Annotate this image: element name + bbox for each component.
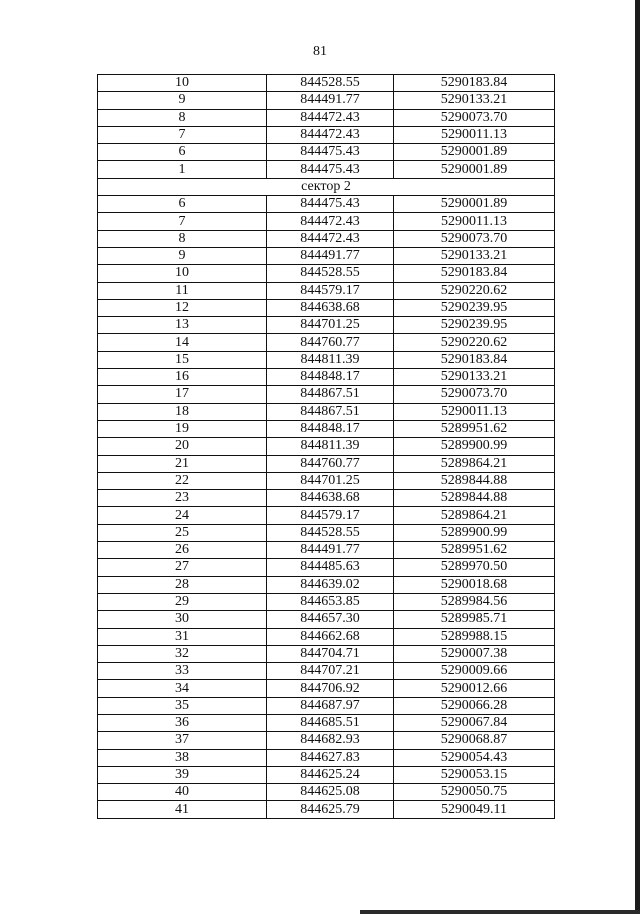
x-coordinate-cell: 844811.39 xyxy=(267,351,394,368)
y-coordinate-cell: 5290067.84 xyxy=(394,714,555,731)
x-coordinate-cell: 844657.30 xyxy=(267,611,394,628)
y-coordinate-cell: 5289844.88 xyxy=(394,472,555,489)
table-row xyxy=(98,593,555,610)
x-coordinate-cell: 844485.63 xyxy=(267,559,394,576)
table-row xyxy=(98,697,555,714)
x-coordinate-cell: 844760.77 xyxy=(267,334,394,351)
point-number-cell: 39 xyxy=(98,766,267,783)
point-number-cell: 6 xyxy=(98,144,267,161)
table-row xyxy=(98,645,555,662)
y-coordinate-cell: 5289864.21 xyxy=(394,455,555,472)
point-number-cell: 18 xyxy=(98,403,267,420)
table-row xyxy=(98,369,555,386)
x-coordinate-cell: 844638.68 xyxy=(267,299,394,316)
table-row xyxy=(98,92,555,109)
point-number-cell: 9 xyxy=(98,92,267,109)
y-coordinate-cell: 5290073.70 xyxy=(394,109,555,126)
scan-edge-bottom xyxy=(360,910,640,914)
x-coordinate-cell: 844639.02 xyxy=(267,576,394,593)
y-coordinate-cell: 5289984.56 xyxy=(394,593,555,610)
point-number-cell: 10 xyxy=(98,265,267,282)
y-coordinate-cell: 5290066.28 xyxy=(394,697,555,714)
point-number-cell: 20 xyxy=(98,438,267,455)
table-row xyxy=(98,663,555,680)
table-row xyxy=(98,109,555,126)
y-coordinate-cell: 5290220.62 xyxy=(394,282,555,299)
point-number-cell: 33 xyxy=(98,663,267,680)
table-row xyxy=(98,161,555,178)
x-coordinate-cell: 844706.92 xyxy=(267,680,394,697)
point-number-cell: 41 xyxy=(98,801,267,818)
x-coordinate-cell: 844682.93 xyxy=(267,732,394,749)
point-number-cell: 34 xyxy=(98,680,267,697)
y-coordinate-cell: 5290183.84 xyxy=(394,265,555,282)
x-coordinate-cell: 844653.85 xyxy=(267,593,394,610)
point-number-cell: 36 xyxy=(98,714,267,731)
y-coordinate-cell: 5290007.38 xyxy=(394,645,555,662)
y-coordinate-cell: 5290068.87 xyxy=(394,732,555,749)
y-coordinate-cell: 5290133.21 xyxy=(394,247,555,264)
x-coordinate-cell: 844579.17 xyxy=(267,507,394,524)
table-row xyxy=(98,524,555,541)
x-coordinate-cell: 844707.21 xyxy=(267,663,394,680)
point-number-cell: 23 xyxy=(98,490,267,507)
y-coordinate-cell: 5290009.66 xyxy=(394,663,555,680)
y-coordinate-cell: 5290053.15 xyxy=(394,766,555,783)
point-number-cell: 11 xyxy=(98,282,267,299)
table-row xyxy=(98,75,555,92)
table-row xyxy=(98,714,555,731)
point-number-cell: 25 xyxy=(98,524,267,541)
point-number-cell: 19 xyxy=(98,420,267,437)
table-row xyxy=(98,490,555,507)
table-row xyxy=(98,144,555,161)
point-number-cell: 38 xyxy=(98,749,267,766)
table-row xyxy=(98,317,555,334)
table-row xyxy=(98,559,555,576)
table-row xyxy=(98,351,555,368)
y-coordinate-cell: 5290011.13 xyxy=(394,403,555,420)
page-number: 81 xyxy=(313,44,327,59)
point-number-cell: 7 xyxy=(98,126,267,143)
x-coordinate-cell: 844528.55 xyxy=(267,75,394,92)
table-row xyxy=(98,732,555,749)
table-row xyxy=(98,213,555,230)
y-coordinate-cell: 5290239.95 xyxy=(394,317,555,334)
y-coordinate-cell: 5290183.84 xyxy=(394,351,555,368)
table-row xyxy=(98,576,555,593)
point-number-cell: 31 xyxy=(98,628,267,645)
point-number-cell: 26 xyxy=(98,542,267,559)
x-coordinate-cell: 844848.17 xyxy=(267,420,394,437)
y-coordinate-cell: 5290011.13 xyxy=(394,213,555,230)
table-row xyxy=(98,299,555,316)
point-number-cell: 8 xyxy=(98,109,267,126)
table-row xyxy=(98,403,555,420)
y-coordinate-cell: 5290054.43 xyxy=(394,749,555,766)
y-coordinate-cell: 5290073.70 xyxy=(394,230,555,247)
x-coordinate-cell: 844867.51 xyxy=(267,403,394,420)
y-coordinate-cell: 5289900.99 xyxy=(394,524,555,541)
x-coordinate-cell: 844848.17 xyxy=(267,369,394,386)
y-coordinate-cell: 5290001.89 xyxy=(394,144,555,161)
y-coordinate-cell: 5290239.95 xyxy=(394,299,555,316)
table-row xyxy=(98,230,555,247)
y-coordinate-cell: 5290011.13 xyxy=(394,126,555,143)
table-row xyxy=(98,542,555,559)
x-coordinate-cell: 844867.51 xyxy=(267,386,394,403)
y-coordinate-cell: 5289988.15 xyxy=(394,628,555,645)
table-row xyxy=(98,766,555,783)
x-coordinate-cell: 844491.77 xyxy=(267,247,394,264)
y-coordinate-cell: 5289951.62 xyxy=(394,542,555,559)
y-coordinate-cell: 5289864.21 xyxy=(394,507,555,524)
table-row xyxy=(98,282,555,299)
y-coordinate-cell: 5289985.71 xyxy=(394,611,555,628)
table-row xyxy=(98,420,555,437)
y-coordinate-cell: 5289970.50 xyxy=(394,559,555,576)
point-number-cell: 32 xyxy=(98,645,267,662)
y-coordinate-cell: 5290001.89 xyxy=(394,196,555,213)
point-number-cell: 15 xyxy=(98,351,267,368)
point-number-cell: 17 xyxy=(98,386,267,403)
x-coordinate-cell: 844662.68 xyxy=(267,628,394,645)
table-row xyxy=(98,386,555,403)
x-coordinate-cell: 844475.43 xyxy=(267,196,394,213)
coordinates-table xyxy=(97,74,555,819)
sector-label: сектор 2 xyxy=(98,178,555,195)
point-number-cell: 37 xyxy=(98,732,267,749)
x-coordinate-cell: 844528.55 xyxy=(267,524,394,541)
y-coordinate-cell: 5289951.62 xyxy=(394,420,555,437)
x-coordinate-cell: 844701.25 xyxy=(267,472,394,489)
x-coordinate-cell: 844491.77 xyxy=(267,542,394,559)
point-number-cell: 14 xyxy=(98,334,267,351)
x-coordinate-cell: 844475.43 xyxy=(267,161,394,178)
x-coordinate-cell: 844528.55 xyxy=(267,265,394,282)
x-coordinate-cell: 844472.43 xyxy=(267,230,394,247)
table-row xyxy=(98,472,555,489)
point-number-cell: 9 xyxy=(98,247,267,264)
point-number-cell: 16 xyxy=(98,369,267,386)
y-coordinate-cell: 5290133.21 xyxy=(394,92,555,109)
x-coordinate-cell: 844638.68 xyxy=(267,490,394,507)
y-coordinate-cell: 5290220.62 xyxy=(394,334,555,351)
x-coordinate-cell: 844701.25 xyxy=(267,317,394,334)
table-row xyxy=(98,680,555,697)
table-row xyxy=(98,628,555,645)
x-coordinate-cell: 844491.77 xyxy=(267,92,394,109)
y-coordinate-cell: 5289844.88 xyxy=(394,490,555,507)
x-coordinate-cell: 844472.43 xyxy=(267,213,394,230)
point-number-cell: 30 xyxy=(98,611,267,628)
x-coordinate-cell: 844760.77 xyxy=(267,455,394,472)
y-coordinate-cell: 5290183.84 xyxy=(394,75,555,92)
scan-edge-right xyxy=(635,0,640,914)
table-row xyxy=(98,507,555,524)
table-row xyxy=(98,455,555,472)
y-coordinate-cell: 5290073.70 xyxy=(394,386,555,403)
point-number-cell: 12 xyxy=(98,299,267,316)
x-coordinate-cell: 844579.17 xyxy=(267,282,394,299)
table-row xyxy=(98,196,555,213)
point-number-cell: 35 xyxy=(98,697,267,714)
table-row xyxy=(98,801,555,818)
point-number-cell: 7 xyxy=(98,213,267,230)
table-row xyxy=(98,334,555,351)
y-coordinate-cell: 5290012.66 xyxy=(394,680,555,697)
table-row xyxy=(98,611,555,628)
table-row xyxy=(98,438,555,455)
sector-header-row xyxy=(98,178,555,195)
table-row xyxy=(98,784,555,801)
y-coordinate-cell: 5290049.11 xyxy=(394,801,555,818)
x-coordinate-cell: 844625.24 xyxy=(267,766,394,783)
x-coordinate-cell: 844472.43 xyxy=(267,109,394,126)
point-number-cell: 29 xyxy=(98,593,267,610)
point-number-cell: 22 xyxy=(98,472,267,489)
y-coordinate-cell: 5290133.21 xyxy=(394,369,555,386)
x-coordinate-cell: 844625.79 xyxy=(267,801,394,818)
point-number-cell: 27 xyxy=(98,559,267,576)
y-coordinate-cell: 5290018.68 xyxy=(394,576,555,593)
y-coordinate-cell: 5290001.89 xyxy=(394,161,555,178)
point-number-cell: 10 xyxy=(98,75,267,92)
x-coordinate-cell: 844627.83 xyxy=(267,749,394,766)
x-coordinate-cell: 844811.39 xyxy=(267,438,394,455)
table-row xyxy=(98,265,555,282)
table-row xyxy=(98,247,555,264)
point-number-cell: 6 xyxy=(98,196,267,213)
x-coordinate-cell: 844704.71 xyxy=(267,645,394,662)
point-number-cell: 40 xyxy=(98,784,267,801)
x-coordinate-cell: 844475.43 xyxy=(267,144,394,161)
y-coordinate-cell: 5289900.99 xyxy=(394,438,555,455)
table-row xyxy=(98,749,555,766)
point-number-cell: 8 xyxy=(98,230,267,247)
x-coordinate-cell: 844472.43 xyxy=(267,126,394,143)
point-number-cell: 24 xyxy=(98,507,267,524)
point-number-cell: 28 xyxy=(98,576,267,593)
x-coordinate-cell: 844625.08 xyxy=(267,784,394,801)
y-coordinate-cell: 5290050.75 xyxy=(394,784,555,801)
point-number-cell: 21 xyxy=(98,455,267,472)
table-row xyxy=(98,126,555,143)
x-coordinate-cell: 844685.51 xyxy=(267,714,394,731)
point-number-cell: 13 xyxy=(98,317,267,334)
point-number-cell: 1 xyxy=(98,161,267,178)
coordinates-table-body xyxy=(98,75,555,819)
x-coordinate-cell: 844687.97 xyxy=(267,697,394,714)
